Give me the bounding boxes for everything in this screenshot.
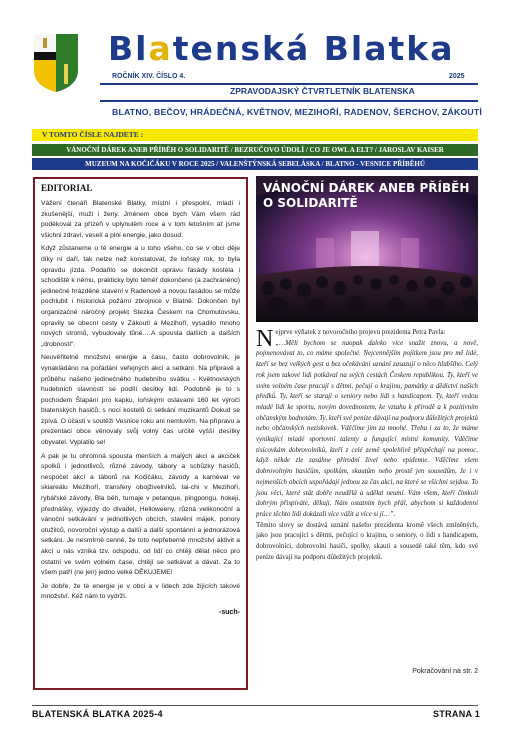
footer-divider: [32, 705, 478, 706]
municipal-crest-logo: [34, 34, 78, 92]
editorial-paragraph: Je dobře, že té energie je v obci a v lidech zde žijících takové množství. Kéž nám to vydrží.: [41, 582, 240, 601]
issue-year: 2025: [449, 73, 465, 80]
village-list: BLATNO, BEČOV, HRÁDEČNÁ, KVĚTNOV, MEZIHOŘÍ, RADENOV, ŠERCHOV, ZÁKOUTÍ: [112, 107, 483, 117]
feature-body: Těmito slovy se dostává uznání našeho prezidenta kromě všech zmíněných, jako jsou pracující s dětmi, pečující o krajinu, o seniory, o lidi s handicapem, dobrovolníci, dobrovolní hasiči, spolky, skauti a sousedé také těm, kdo své peníze dávají na podporu důležitých projektů.: [256, 521, 478, 561]
issue-number: ROČNÍK XIV. ČÍSLO 4.: [112, 73, 186, 80]
masthead-tagline: ZPRAVODAJSKÝ ČTVRTLETNÍK BLATENSKA: [230, 86, 415, 96]
masthead-divider: [100, 100, 478, 102]
editorial-box: [33, 177, 248, 690]
feature-photo: [256, 176, 478, 322]
feature-article: [256, 328, 478, 563]
editorial-paragraph: Neuvěřitelné množství energie a času, často dobrovolník, je vynakládáno na pořádání veřejných akcí a setkání. Na připravě a průběhu našeho jedinečného hudebního svátku - Květnovských hudebních slavností se podílí desítky lidí. Podobně je to s pochodem Šlapání pro kapku, loňskými oslavami 160 let výročí blatenských hasičů, s nocí kostelů či setkání muzikantů Dokud se zpívá. O účasti v soutěži Vesnice roku ani nemluvím. Na přípravu a prezentaci obce věnovaly svůj volný čas určitě vyšší desítky obyvatel. Vyplatilo se!: [41, 354, 240, 447]
masthead-title: Blatenská Blatka: [108, 29, 455, 68]
page-number: STRANA 1: [433, 709, 481, 719]
toc-heading: V TOMTO ČÍSLE NAJDETE :: [32, 129, 478, 141]
editorial-signature: -such-: [219, 608, 240, 616]
masthead-divider: [100, 83, 478, 85]
feature-title: VÁNOČNÍ DÁREK ANEB PŘÍBĚH O SOLIDARITĚ: [263, 181, 470, 210]
feature-intro: ejprve výňatek z novoročního projevu prezidenta Petra Pavla:: [275, 329, 446, 336]
footer-publication: BLATENSKÁ BLATKA 2025-4: [32, 709, 163, 719]
editorial-paragraph: A pak je tu ohromná spousta menších a malých akcí a akciček spolků i jednotlivců, různé závody, tábory a schůzky hasičů, nespočet akcí a táborů na Kočičáku, závody a karneval ve skiareálu Mezihoří, transfery obojživelníků, tai-chi v Mezihoří, rybářské závody, Bla běh, turnaje v petanque, pingpongu, hokeji, přednášky, výjezdy do divadel, Helloweeny, různá velikonoční a vánoční setkávání v jednotlivých obcích, stavění májek, ponory otužilců, novoroční výstup a další a další spontánní a jednorázová setkání. Je nesmírně cenné, že toto nepřeberné množství aktivit a akcí u nás vzniká tzv. odspodu, od lidí co chtějí dělat něco pro ostatní ve svém volném čase, chtějí se setkávat a dávat. Za to všem patří (ne jen) jedno velké DĚKUJEME!: [41, 452, 240, 577]
editorial-paragraph: Když zůstaneme u té energie a u toho všeho, co se v obci děje díky ní daří, tak nelze než konstatovat, že loňský rok, to byla opravdu jízda. Podařilo se dokončit opravu fasády kostela i schodiště k němu, prakticky bylo téměř dokončeno (a zachráněno) jedinečné hrázděné stavení v Radenově a novou fasádou se může pochlubit i historická požární zbrojnice v Blatně. Dokončen byl organizačně náročný projekt Stezka Českem na Chomutovsku, opravily se obecní cesty v Zákoutí a Mezihoří, vysadilo mnoho nových stromů, vybudovaly tůně.…A spousta dalších a dalších „drobností“.: [41, 245, 240, 348]
editorial-paragraph: Vážení čtenáři Blatenské Blatky, místní i přespolní, mladí i zkušenější, muži i ženy. Jménem obce bych Vám všem rád poděkoval za přízeň v uplynulém roce a v tom letošním ať jsme všichni zdraví, veselí a plní energie, jako dosud.: [41, 200, 240, 239]
continued-note[interactable]: Pokračování na str. 2: [412, 668, 478, 675]
editorial-title: EDITORIAL: [41, 183, 93, 193]
president-quote: „…Měli bychom se naopak daleko více snažit znovu, a nově, pojmenovávat to, co máme společné. Nejcennějším pojítkem jsou pro mě lidé, kteří se bez velkých gest a bez očekávání uznání zasazují o něco hlubšího. Celý rok jsem takové lidi potkával na svých cestách Českem republikou. Ty, kteří ve svém volném čase pracují s dětmi, pečují o krajinu, památky a dědictví našich předků. Ty, kteří se starají o seniory nebo lidi s handicapem. Ty, kteří vedou mladé lidi ke sportu, novým dovednostem, ke vztahu k přírodě a k pozitivním občanským hodnotám. Ty, kteří své peníze dávají na podporu důležitých projektů nebo občanských neziskovek. Vděčíme jim za mnohé. Třeba i za to, že máme vynikající mladé sportovní talenty a fungující místní komunity. Vděčíme tisícovkám dobrovolníků, kteří z celé země spolehlivě přispěchají na pomoc, když někde zle zasáhne přírodní živel nebo epidemie. Vděčíme všem dobrovolným hasičům, spolkům, skautům nebo prostě jen sousedům, že i v nejmenších obcích uspořádají jednou za čas akci, na které se všichni sejdou. To jsou věci, které stát dobře neudělá a udělat neumí. Vám všem, kteří čímkoli dobrým přispíváte, děkuji. Nám ostatním bych přál, abychom si každodenní práce těchto lidí dokázali více vážit a více si jí…”.: [256, 339, 478, 518]
drop-cap: N: [256, 326, 274, 352]
toc-row-1[interactable]: VÁNOČNÍ DÁREK ANEB PŘÍBĚH O SOLIDARITĚ / BEZRUČOVO ÚDOLÍ / CO JE OWL A ELT? / JAROSLAV KAISER: [32, 144, 478, 156]
toc-row-2[interactable]: MUZEUM NA KOČIČÁKU V ROCE 2025 / VALENŠTÝNSKÁ SEBELÁSKA / BLATNO - VESNICE PŘÍBĚHŮ: [32, 158, 478, 170]
